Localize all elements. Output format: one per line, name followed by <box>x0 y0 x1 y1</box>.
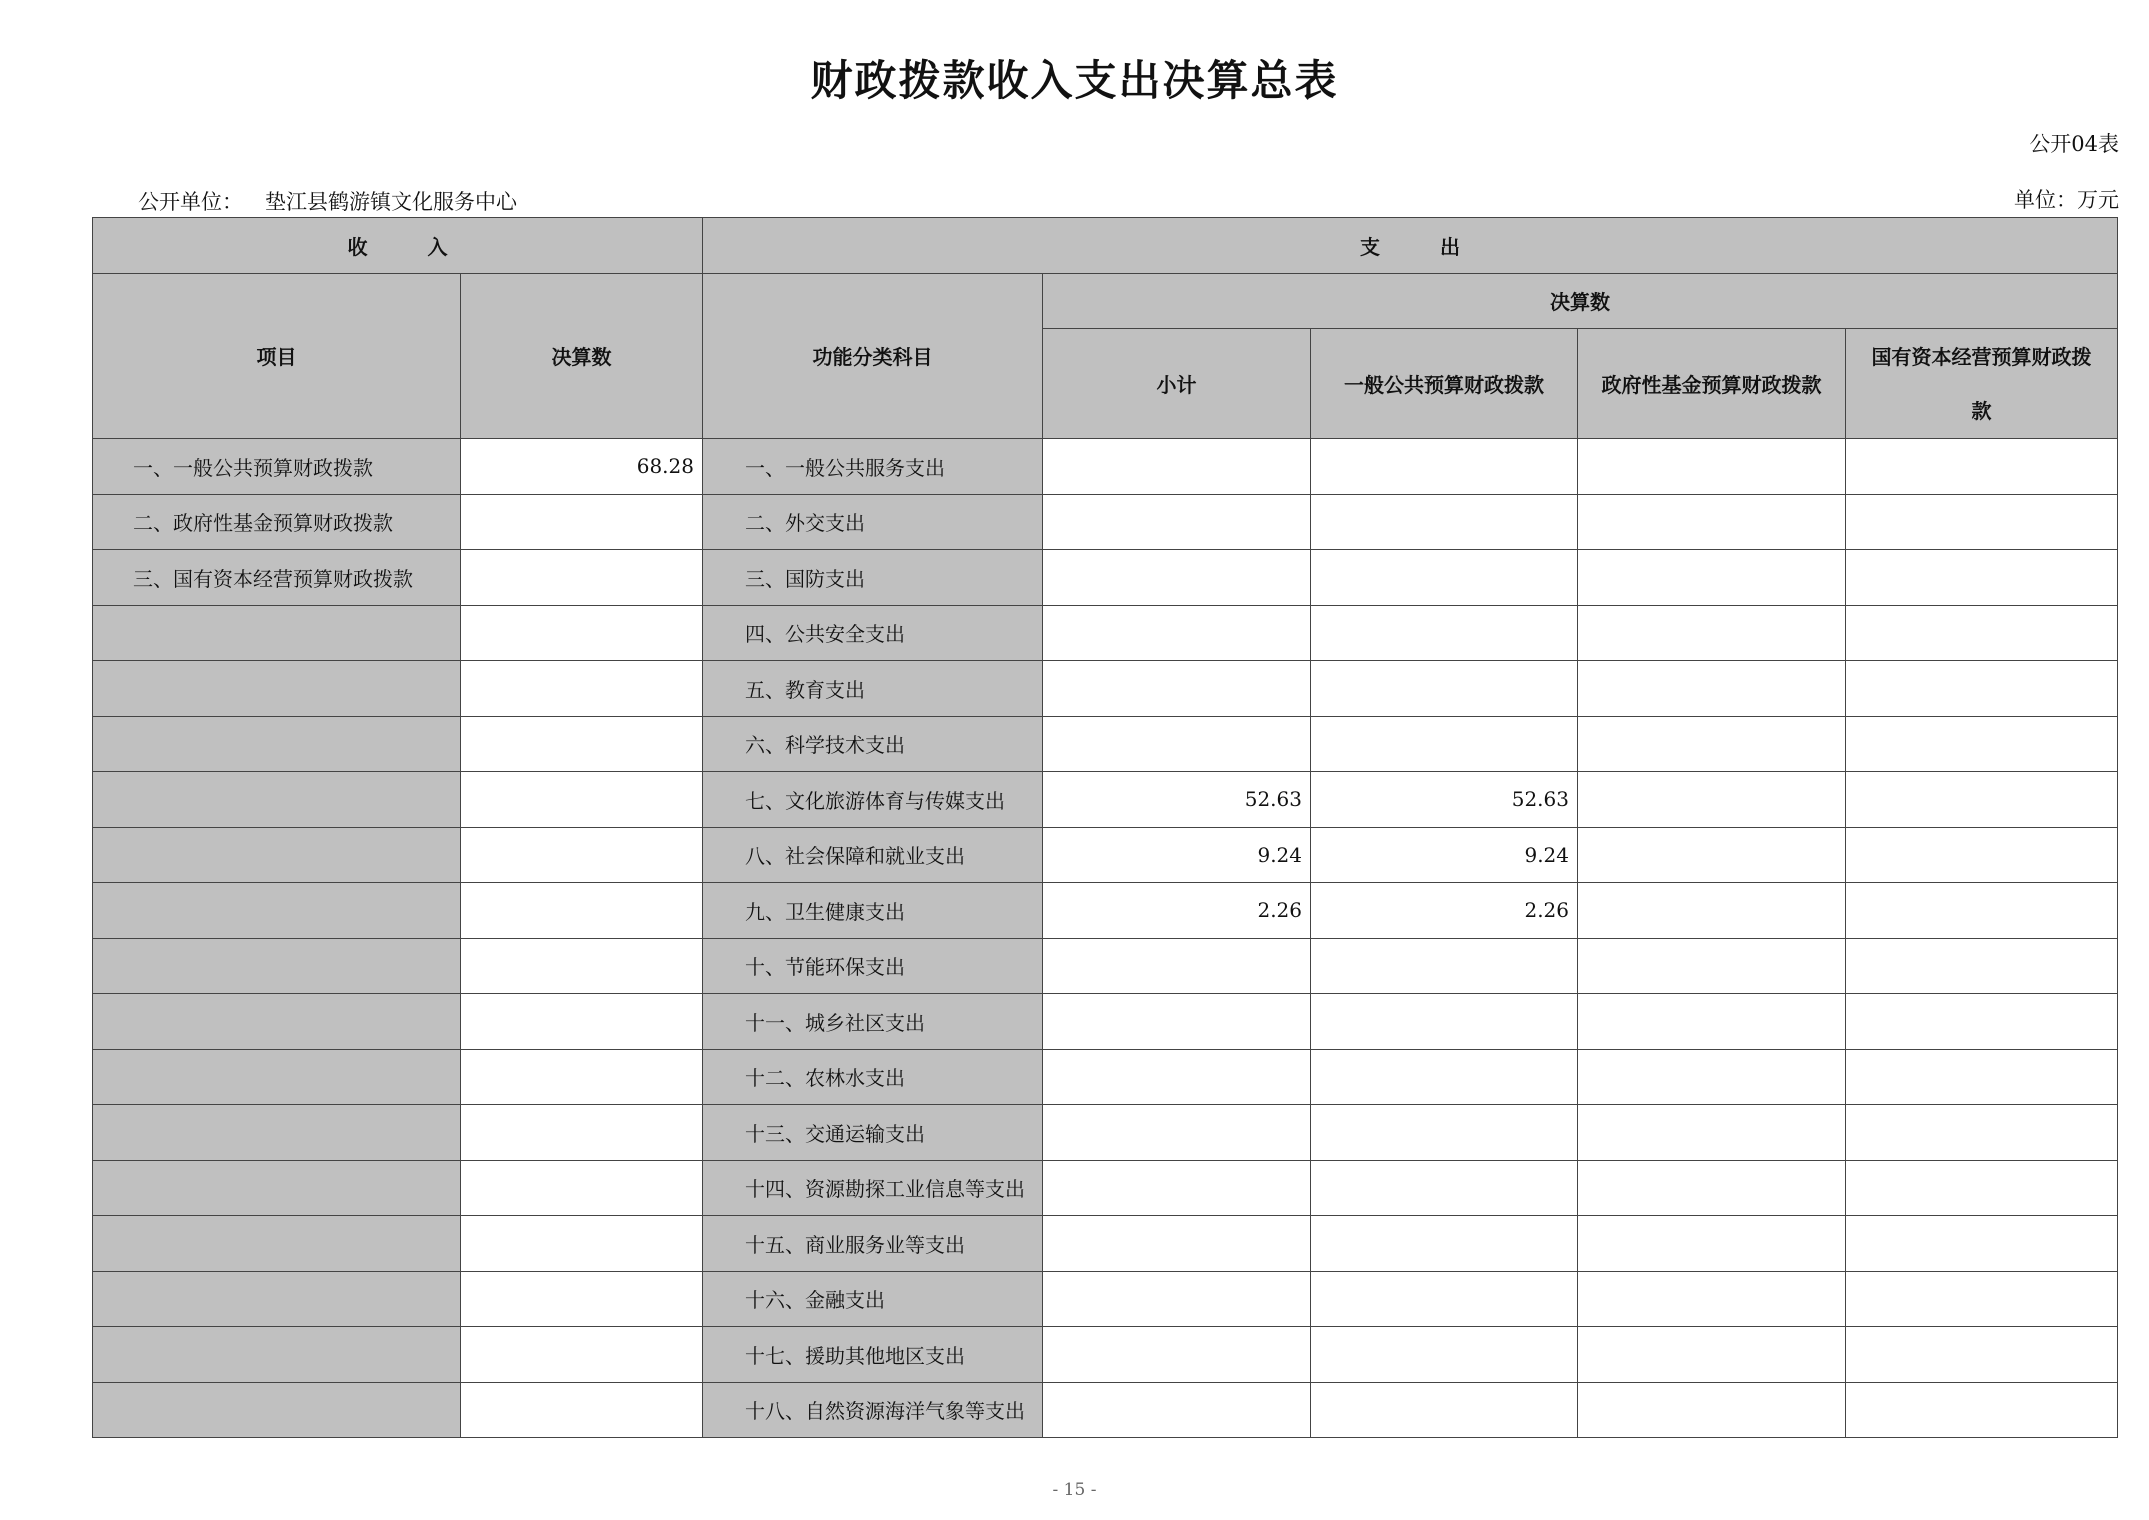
state-capital-cell <box>1846 1105 2118 1161</box>
page-number: - 15 - <box>1052 1480 1097 1500</box>
income-amount-cell <box>461 1216 703 1272</box>
expense-section-header: 支 出 <box>703 218 2118 274</box>
income-amount-cell <box>461 772 703 828</box>
state-capital-cell <box>1846 1382 2118 1438</box>
gov-fund-cell <box>1578 1105 1846 1161</box>
subtotal-cell <box>1043 938 1311 994</box>
income-item-cell <box>93 994 461 1050</box>
section-header-row <box>93 218 2118 274</box>
function-subject-cell: 十一、城乡社区支出 <box>703 994 1043 1050</box>
income-item-cell <box>93 716 461 772</box>
col-header-state-capital: 国有资本经营预算财政拨 款 <box>1846 329 2118 439</box>
general-budget-cell <box>1311 605 1578 661</box>
income-item-cell <box>93 1105 461 1161</box>
subtotal-cell <box>1043 994 1311 1050</box>
income-item-cell <box>93 1049 461 1105</box>
income-amount-cell <box>461 1105 703 1161</box>
state-capital-cell <box>1846 772 2118 828</box>
subtotal-cell <box>1043 605 1311 661</box>
subtotal-cell: 52.63 <box>1043 772 1311 828</box>
col-header-income-amount: 决算数 <box>461 273 703 439</box>
subtotal-cell <box>1043 1105 1311 1161</box>
table-row <box>93 1105 2118 1161</box>
income-item-cell <box>93 605 461 661</box>
reporting-unit-name: 垫江县鹤游镇文化服务中心 <box>265 190 517 214</box>
state-capital-cell <box>1846 938 2118 994</box>
general-budget-cell <box>1311 938 1578 994</box>
subtotal-cell <box>1043 1049 1311 1105</box>
function-subject-cell: 十、节能环保支出 <box>703 938 1043 994</box>
gov-fund-cell <box>1578 1049 1846 1105</box>
gov-fund-cell <box>1578 716 1846 772</box>
state-capital-cell <box>1846 883 2118 939</box>
function-subject-cell: 五、教育支出 <box>703 661 1043 717</box>
income-amount-cell <box>461 827 703 883</box>
table-row <box>93 827 2118 883</box>
form-number: 公开04表 <box>2029 132 2119 156</box>
income-amount-cell <box>461 661 703 717</box>
gov-fund-cell <box>1578 1160 1846 1216</box>
gov-fund-cell <box>1578 605 1846 661</box>
gov-fund-cell <box>1578 938 1846 994</box>
function-subject-cell: 十七、援助其他地区支出 <box>703 1327 1043 1383</box>
general-budget-cell <box>1311 661 1578 717</box>
subtotal-cell <box>1043 1271 1311 1327</box>
col-header-general-budget: 一般公共预算财政拨款 <box>1311 329 1578 439</box>
currency-unit: 单位：万元 <box>2014 188 2119 212</box>
col-header-subtotal: 小计 <box>1043 329 1311 439</box>
table-row <box>93 439 2118 495</box>
state-capital-cell <box>1846 1216 2118 1272</box>
income-item-cell <box>93 661 461 717</box>
page-title: 财政拨款收入支出决算总表 <box>810 56 1339 105</box>
table-row <box>93 1271 2118 1327</box>
general-budget-cell <box>1311 1271 1578 1327</box>
function-subject-cell: 十八、自然资源海洋气象等支出 <box>703 1382 1043 1438</box>
subtotal-cell <box>1043 494 1311 550</box>
function-subject-cell: 八、社会保障和就业支出 <box>703 827 1043 883</box>
subtotal-cell <box>1043 1216 1311 1272</box>
function-subject-cell: 四、公共安全支出 <box>703 605 1043 661</box>
income-amount-cell <box>461 994 703 1050</box>
col-header-gov-fund: 政府性基金预算财政拨款 <box>1578 329 1846 439</box>
subtotal-cell <box>1043 1327 1311 1383</box>
income-item-cell <box>93 1327 461 1383</box>
gov-fund-cell <box>1578 494 1846 550</box>
general-budget-cell <box>1311 1160 1578 1216</box>
income-amount-cell <box>461 605 703 661</box>
gov-fund-cell <box>1578 1271 1846 1327</box>
gov-fund-cell <box>1578 439 1846 495</box>
table-row <box>93 1160 2118 1216</box>
income-amount-cell <box>461 1327 703 1383</box>
income-item-cell <box>93 883 461 939</box>
general-budget-cell <box>1311 494 1578 550</box>
general-budget-cell <box>1311 1216 1578 1272</box>
table-row <box>93 605 2118 661</box>
income-amount-cell <box>461 883 703 939</box>
income-amount-cell <box>461 1382 703 1438</box>
subtotal-cell: 9.24 <box>1043 827 1311 883</box>
col-header-final-amount-group: 决算数 <box>1043 273 2118 329</box>
income-item-cell <box>93 827 461 883</box>
income-amount-cell <box>461 494 703 550</box>
function-subject-cell: 六、科学技术支出 <box>703 716 1043 772</box>
state-capital-cell <box>1846 494 2118 550</box>
gov-fund-cell <box>1578 1382 1846 1438</box>
income-item-cell <box>93 1160 461 1216</box>
table-row <box>93 1382 2118 1438</box>
subtotal-cell <box>1043 716 1311 772</box>
col-header-item: 项目 <box>93 273 461 439</box>
gov-fund-cell <box>1578 1327 1846 1383</box>
subtotal-cell <box>1043 550 1311 606</box>
general-budget-cell <box>1311 1382 1578 1438</box>
general-budget-cell <box>1311 550 1578 606</box>
function-subject-cell: 十二、农林水支出 <box>703 1049 1043 1105</box>
fiscal-summary-table <box>92 217 2118 1438</box>
table-row <box>93 772 2118 828</box>
general-budget-cell <box>1311 716 1578 772</box>
table-row <box>93 1327 2118 1383</box>
table-row <box>93 1216 2118 1272</box>
general-budget-cell <box>1311 994 1578 1050</box>
reporting-unit-label: 公开单位： <box>138 190 243 214</box>
general-budget-cell <box>1311 1327 1578 1383</box>
subtotal-cell <box>1043 661 1311 717</box>
state-capital-cell <box>1846 661 2118 717</box>
income-amount-cell <box>461 938 703 994</box>
state-capital-cell <box>1846 1049 2118 1105</box>
gov-fund-cell <box>1578 994 1846 1050</box>
subtotal-cell <box>1043 439 1311 495</box>
income-item-cell <box>93 1382 461 1438</box>
gov-fund-cell <box>1578 883 1846 939</box>
function-subject-cell: 十三、交通运输支出 <box>703 1105 1043 1161</box>
income-item-cell <box>93 938 461 994</box>
income-item-cell: 三、国有资本经营预算财政拨款 <box>93 550 461 606</box>
state-capital-cell <box>1846 1160 2118 1216</box>
function-subject-cell: 九、卫生健康支出 <box>703 883 1043 939</box>
general-budget-cell <box>1311 1049 1578 1105</box>
gov-fund-cell <box>1578 1216 1846 1272</box>
table-row <box>93 883 2118 939</box>
gov-fund-cell <box>1578 550 1846 606</box>
income-amount-cell <box>461 1049 703 1105</box>
table-row <box>93 938 2118 994</box>
table-row <box>93 494 2118 550</box>
state-capital-cell <box>1846 716 2118 772</box>
gov-fund-cell <box>1578 772 1846 828</box>
gov-fund-cell <box>1578 661 1846 717</box>
income-amount-cell <box>461 550 703 606</box>
table-row <box>93 661 2118 717</box>
reporting-unit <box>138 186 517 216</box>
income-amount-cell <box>461 1271 703 1327</box>
state-capital-cell <box>1846 605 2118 661</box>
income-amount-cell: 68.28 <box>461 439 703 495</box>
function-subject-cell: 七、文化旅游体育与传媒支出 <box>703 772 1043 828</box>
general-budget-cell: 52.63 <box>1311 772 1578 828</box>
general-budget-cell <box>1311 439 1578 495</box>
table-row <box>93 994 2118 1050</box>
general-budget-cell: 9.24 <box>1311 827 1578 883</box>
function-subject-cell: 三、国防支出 <box>703 550 1043 606</box>
function-subject-cell: 十五、商业服务业等支出 <box>703 1216 1043 1272</box>
income-item-cell <box>93 1271 461 1327</box>
column-header-row-1 <box>93 273 2118 329</box>
state-capital-cell <box>1846 1327 2118 1383</box>
table-row <box>93 550 2118 606</box>
state-capital-cell <box>1846 827 2118 883</box>
gov-fund-cell <box>1578 827 1846 883</box>
income-amount-cell <box>461 1160 703 1216</box>
col-header-function-subject: 功能分类科目 <box>703 273 1043 439</box>
state-capital-cell <box>1846 550 2118 606</box>
income-item-cell: 二、政府性基金预算财政拨款 <box>93 494 461 550</box>
income-item-cell: 一、一般公共预算财政拨款 <box>93 439 461 495</box>
function-subject-cell: 十六、金融支出 <box>703 1271 1043 1327</box>
income-section-header: 收 入 <box>93 218 703 274</box>
subtotal-cell: 2.26 <box>1043 883 1311 939</box>
state-capital-cell <box>1846 994 2118 1050</box>
subtotal-cell <box>1043 1160 1311 1216</box>
state-capital-cell <box>1846 1271 2118 1327</box>
state-capital-cell <box>1846 439 2118 495</box>
function-subject-cell: 一、一般公共服务支出 <box>703 439 1043 495</box>
function-subject-cell: 二、外交支出 <box>703 494 1043 550</box>
income-item-cell <box>93 772 461 828</box>
table-row <box>93 1049 2118 1105</box>
general-budget-cell <box>1311 1105 1578 1161</box>
income-amount-cell <box>461 716 703 772</box>
general-budget-cell: 2.26 <box>1311 883 1578 939</box>
income-item-cell <box>93 1216 461 1272</box>
table-row <box>93 716 2118 772</box>
function-subject-cell: 十四、资源勘探工业信息等支出 <box>703 1160 1043 1216</box>
subtotal-cell <box>1043 1382 1311 1438</box>
